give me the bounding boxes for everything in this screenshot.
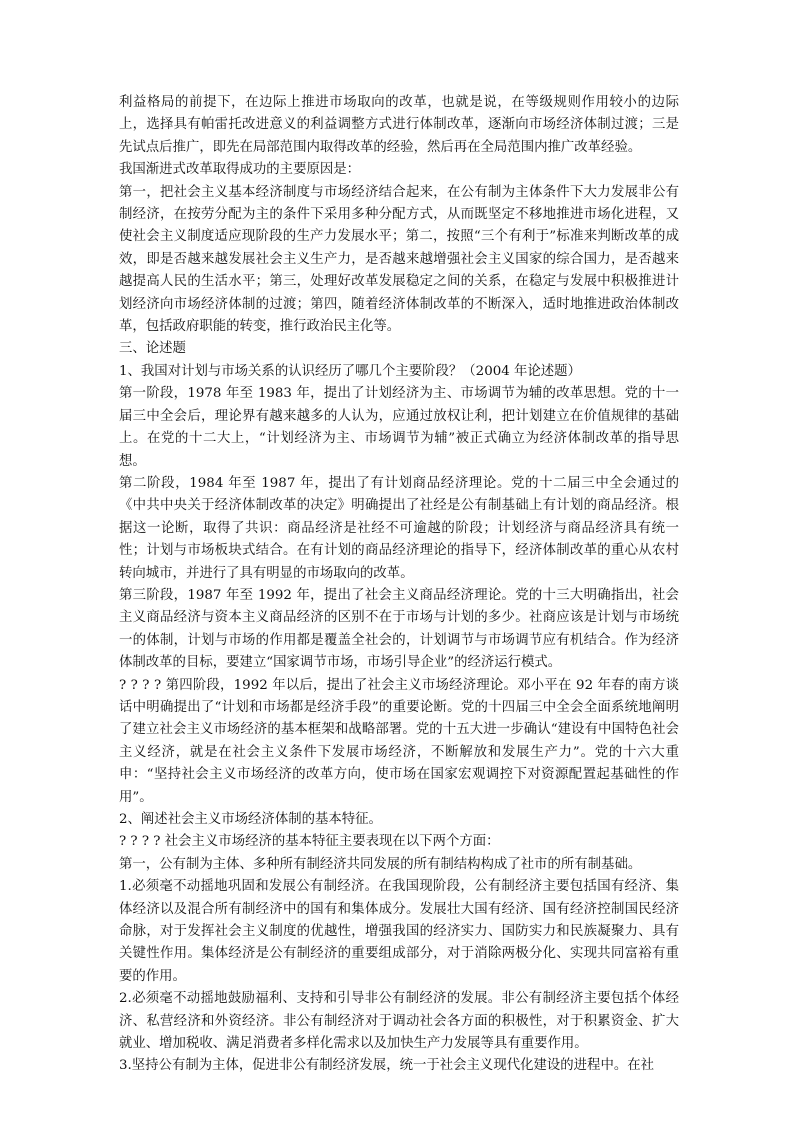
question-1-heading: 1、我国对计划与市场关系的认识经历了哪几个主要阶段？（2004 年论述题） [119, 363, 581, 379]
section-heading-essay: 三、论述题 [119, 341, 186, 357]
paragraph-stage-1: 第一阶段，1978 年至 1983 年，提出了计划经济为主、市场调节为辅的改革思想。党的十一届三中全会后，理论界有越来越多的人认为，应通过放权让利，把计划建立在价值规律的基础上。在党的十二大上，“计划经济为主、市场调节为辅”被正式确立为经济体制改革的指导思想。 [119, 386, 679, 469]
paragraph-point-3: 3.坚持公有制为主体，促进非公有制经济发展，统一于社会主义现代化建设的进程中。在社 [119, 1058, 655, 1074]
paragraph-feature-1: 第一，公有制为主体、多种所有制经济共同发展的所有制结构构成了社市的所有制基础。 [119, 856, 642, 872]
paragraph-success-reasons: 第一，把社会主义基本经济制度与市场经济结合起来，在公有制为主体条件下大力发展非公有制经济，在按劳分配为主的条件下采用多种分配方式，从而既坚定不移地推进市场化进程，又使社会主义制度适应现阶段的生产力发展水平；第二，按照“三个有利于”标准来判断改革的成效，即是否越来越发展社会主义生产力，是否越来越增强社会主义国家的综合国力，是否越来越提高人民的生活水平；第三，处理好改革发展稳定之间的关系，在稳定与发展中积极推进计划经济向市场经济体制的过渡；第四，随着经济体制改革的不断深入，适时地推进政治体制改革，包括政府职能的转变，推行政治民主化等。 [119, 184, 679, 335]
paragraph-point-1: 1.必须毫不动摇地巩固和发展公有制经济。在我国现阶段，公有制经济主要包括国有经济、集体经济以及混合所有制经济中的国有和集体成分。发展壮大国有经济、国有经济控制国民经济命脉，对于发挥社会主义制度的优越性，增强我国的经济实力、国防实力和民族凝聚力、具有关键性作用。集体经济是公有制经济的重要组成部分，对于消除两极分化、实现共同富裕有重要的作用。 [119, 879, 679, 984]
paragraph-stage-4: ? ? ? ? 第四阶段，1992 年以后，提出了社会主义市场经济理论。邓小平在 92 年春的南方谈话中明确提出了“计划和市场都是经济手段”的重要论断。党的十四届三中全会全面系统地阐明了建立社会主义市场经济的基本框架和战略部署。党的十五大进一步确认“建设有中国特色社会主义经济，就是在社会主义条件下发展市场经济，不断解放和发展生产力”。党的十六大重申：“坚持社会主义市场经济的改革方向，使市场在国家宏观调控下对资源配置起基础性的作用”。 [119, 677, 679, 805]
paragraph-features-intro: ? ? ? ? 社会主义市场经济的基本特征主要表现在以下两个方面： [119, 834, 500, 850]
paragraph-intro-continuation: 利益格局的前提下，在边际上推进市场取向的改革，也就是说，在等级规则作用较小的边际上，选择具有帕雷托改进意义的利益调整方式进行体制改革，逐渐向市场经济体制过渡；三是先试点后推广，即先在局部范围内取得改革的经验，然后再在全局范围内推广改革经验。 [119, 95, 679, 155]
paragraph-stage-2: 第二阶段，1984 年至 1987 年，提出了有计划商品经济理论。党的十二届三中全会通过的《中共中央关于经济体制改革的决定》明确提出了社经是公有制基础上有计划的商品经济。根据这一论断，取得了共识：商品经济是社经不可逾越的阶段；计划经济与商品经济具有统一性；计划与市场板块式结合。在有计划的商品经济理论的指导下，经济体制改革的重心从农村转向城市，并进行了具有明显的市场取向的改革。 [119, 475, 679, 581]
paragraph-point-2: 2.必须毫不动摇地鼓励福利、支持和引导非公有制经济的发展。非公有制经济主要包括个体经济、私营经济和外资经济。非公有制经济对于调动社会各方面的积极性，对于积累资金、扩大就业、增加税收、满足消费者多样化需求以及加快生产力发展等具有重要作用。 [119, 991, 679, 1052]
question-2-heading: 2、阐述社会主义市场经济体制的基本特征。 [119, 812, 382, 827]
paragraph-success-reasons-heading: 我国渐进式改革取得成功的主要原因是： [119, 162, 361, 178]
paragraph-stage-3: 第三阶段，1987 年至 1992 年，提出了社会主义商品经济理论。党的十三大明确指出，社会主义商品经济与资本主义商品经济的区别不在于市场与计划的多少。社商应该是计划与市场统一的体制，计划与市场的作用都是覆盖全社会的，计划调节与市场调节应有机结合。作为经济体制改革的目标，要建立“国家调节市场，市场引导企业”的经济运行模式。 [119, 587, 679, 671]
document-body [119, 92, 679, 1078]
